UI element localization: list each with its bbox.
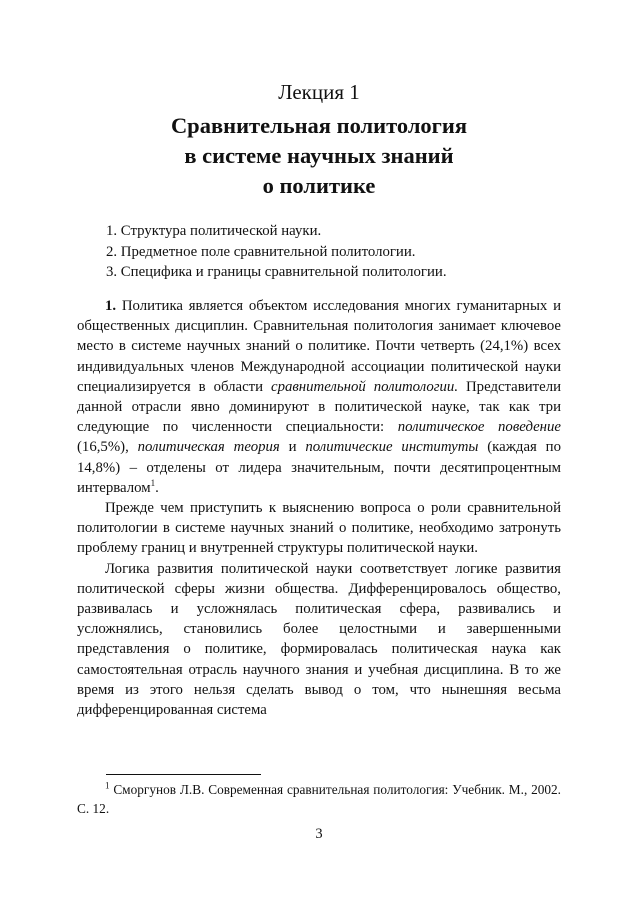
- plan-item-3: 3. Специфика и границы сравнительной политологии.: [106, 264, 447, 280]
- italic-term-comparative: сравнительной политологии.: [271, 378, 459, 395]
- footnote-reference[interactable]: 1: [150, 477, 156, 488]
- plan-item-2: 2. Предметное поле сравнительной политологии.: [106, 243, 416, 260]
- paragraph-1-text-c: (16,5%),: [77, 439, 138, 456]
- lecture-plan: [106, 221, 447, 283]
- section-number: 1.: [105, 298, 117, 314]
- footnote-text: Сморгунов Л.В. Современная сравнительная политология: Учебник. М., 2002. С. 12.: [77, 782, 561, 816]
- paragraph-3: Логика развития политической науки соответствует логике развития политической сферы жизни общества. Дифференцировалось общество, развивалась и усложнялась политическая сфера, развивались и усложнялись, становились более целостными и завершенными представления о политике, формировалась политическая наука как самостоятельная отрасль научного знания и учебная дисциплина. В то же время из этого нельзя сделать вывод о том, что нынешняя весьма дифференцированная система: [77, 560, 561, 719]
- paragraph-1-text-e: (каждая по 14,8%) – отделены от лидера значительным, почти десятипроцентным интервалом: [77, 439, 561, 496]
- paragraph-1-text-f: .: [155, 479, 159, 496]
- page-number: 3: [315, 826, 323, 842]
- plan-item-1: 1. Структура политической науки.: [106, 223, 322, 239]
- title-line-3: о политике: [262, 173, 376, 198]
- paragraph-1-text-d: и: [279, 439, 306, 456]
- lecture-number: Лекция 1: [278, 80, 360, 104]
- footnote-divider: [106, 774, 261, 775]
- italic-term-theory: политическая теория: [137, 439, 280, 456]
- paragraph-1-text-a: Политика является объектом исследования многих гуманитарных и общественных дисциплин. Сравнительная политология занимает ключевое место в системе научных знаний о политике. Почти четверть (24,1%) всех индивидуальных членов Международной ассоциации политической науки специализируется в области: [77, 298, 561, 395]
- paragraph-2: Прежде чем приступить к выяснению вопроса о роли сравнительной политологии в системе научных знаний о политике, необходимо затронуть проблему границ и внутренней структуры политической науки.: [77, 500, 561, 557]
- italic-term-institutions: политические институты: [305, 439, 479, 456]
- italic-term-behavior: политическое поведение: [397, 419, 561, 436]
- paragraph-1: [77, 296, 561, 498]
- paragraph-1-text-b: Представители данной отрасли явно доминируют в политической науке, так как три следующие по численности специальности:: [77, 378, 561, 436]
- title-line-2: в системе научных знаний: [184, 143, 454, 168]
- lecture-title: [0, 111, 638, 201]
- footnote-mark: 1: [105, 780, 110, 791]
- footnote: [77, 781, 561, 818]
- title-line-1: Сравнительная политология: [170, 113, 468, 138]
- body-text: [77, 296, 561, 720]
